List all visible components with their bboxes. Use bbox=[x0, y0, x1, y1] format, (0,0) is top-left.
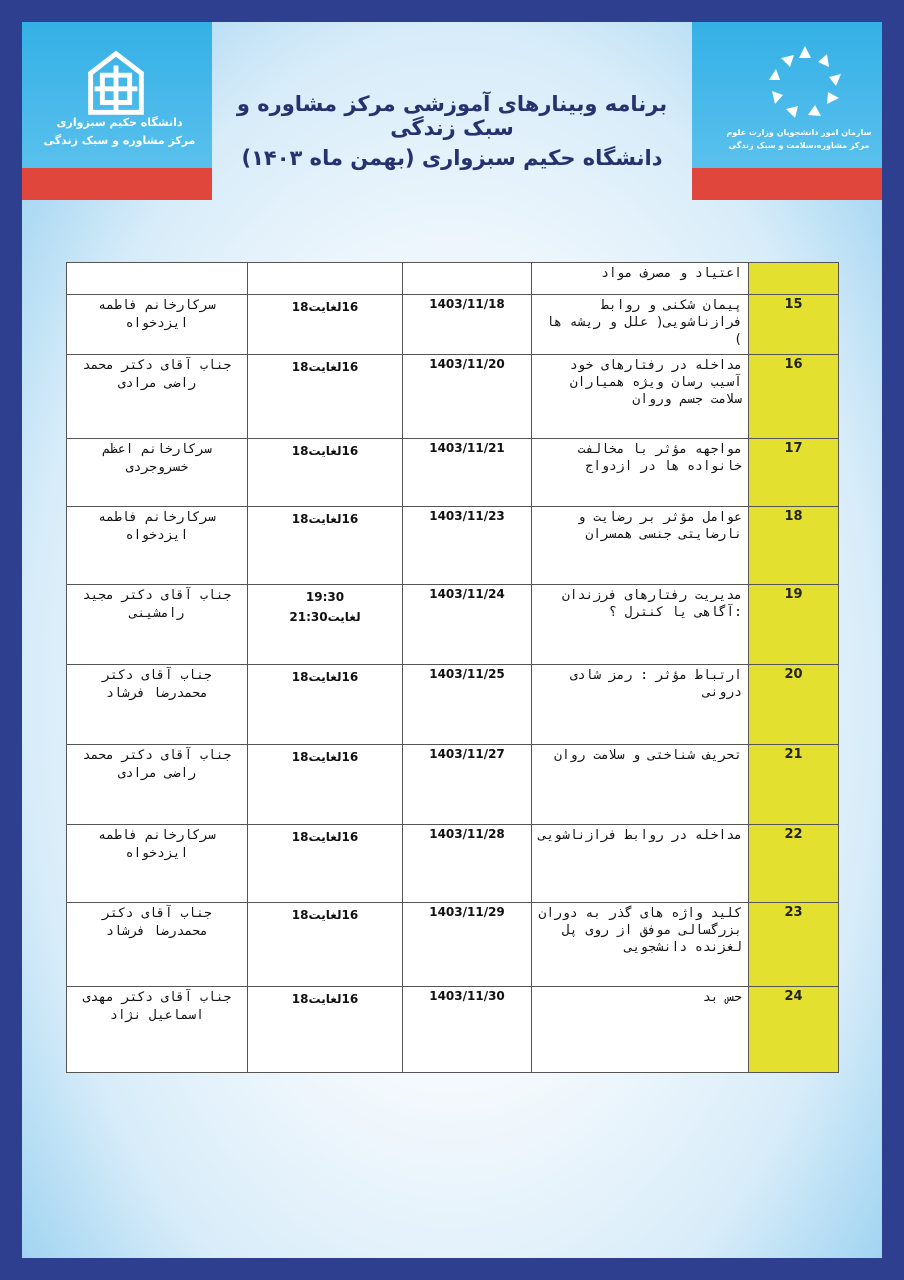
time-text: 16لغایت18 bbox=[291, 300, 359, 314]
time-cell bbox=[248, 439, 403, 507]
table-row bbox=[67, 295, 839, 355]
date-cell: 1403/11/21 bbox=[403, 439, 532, 507]
university-logo-caption bbox=[32, 114, 207, 150]
time-cell bbox=[248, 825, 403, 903]
table-row bbox=[67, 745, 839, 825]
topic-cell: کلید واژه های گذر به دوران بزرگسالی موفق از روی پل لغزنده دانشجویی bbox=[532, 903, 749, 987]
session-number-cell: 22 bbox=[749, 825, 839, 903]
left-red-strip bbox=[22, 168, 212, 200]
speaker-cell: سرکارخانم فاطمه ایزدخواه bbox=[67, 295, 248, 355]
university-name: دانشگاه حکیم سبزواری bbox=[56, 116, 183, 129]
session-number-cell: 17 bbox=[749, 439, 839, 507]
topic-cell: تحریف شناختی و سلامت روان bbox=[532, 745, 749, 825]
session-number-cell: 15 bbox=[749, 295, 839, 355]
session-number-cell: 23 bbox=[749, 903, 839, 987]
table-row bbox=[67, 903, 839, 987]
date-cell: 1403/11/27 bbox=[403, 745, 532, 825]
time-text: 16لغایت18 bbox=[291, 670, 359, 684]
time-text: 16لغایت18 bbox=[291, 992, 359, 1006]
table-row bbox=[67, 355, 839, 439]
speaker-cell: جناب آقای دکتر محمدرضا فرشاد bbox=[67, 903, 248, 987]
time-text: 16لغایت18 bbox=[291, 908, 359, 922]
speaker-cell: سرکارخانم فاطمه ایزدخواه bbox=[67, 825, 248, 903]
topic-cell: حس بد bbox=[532, 987, 749, 1073]
center-name: مرکز مشاوره و سبک زندگی bbox=[43, 134, 196, 147]
right-red-strip bbox=[692, 168, 882, 200]
table-row bbox=[67, 665, 839, 745]
time-text: 16لغایت18 bbox=[291, 444, 359, 458]
time-cell bbox=[248, 745, 403, 825]
organization-name: سازمان امور دانشجویان وزارت علوم bbox=[726, 128, 872, 137]
date-cell: 1403/11/28 bbox=[403, 825, 532, 903]
speaker-cell: جناب آقای دکتر مجید رامشینی bbox=[67, 585, 248, 665]
time-cell bbox=[248, 355, 403, 439]
time-text: لغایت21:30 bbox=[289, 610, 361, 624]
session-number-cell: 20 bbox=[749, 665, 839, 745]
page-title: برنامه وبینارهای آموزشی مرکز مشاوره و سبک زندگی bbox=[236, 92, 668, 140]
date-cell bbox=[403, 263, 532, 295]
table-row bbox=[67, 825, 839, 903]
topic-cell: ارتباط مؤثر : رمز شادی درونی bbox=[532, 665, 749, 745]
organization-center: مرکز مشاوره،سلامت و سبک زندگی bbox=[728, 141, 870, 150]
topic-cell: مدیریت رفتارهای فرزندان :آگاهی یا کنترل ؟ bbox=[532, 585, 749, 665]
time-cell bbox=[248, 987, 403, 1073]
speaker-cell: جناب آقای دکتر محمد راضی مرادی bbox=[67, 355, 248, 439]
page-subtitle: دانشگاه حکیم سبزواری (بهمن ماه ۱۴۰۳) bbox=[241, 146, 663, 170]
time-cell bbox=[248, 295, 403, 355]
speaker-cell: جناب آقای دکتر محمد راضی مرادی bbox=[67, 745, 248, 825]
date-cell: 1403/11/25 bbox=[403, 665, 532, 745]
date-cell: 1403/11/18 bbox=[403, 295, 532, 355]
table-row bbox=[67, 439, 839, 507]
session-number-cell: 24 bbox=[749, 987, 839, 1073]
topic-cell: پیمان شکنی و روابط فرازناشویی( علل و ریشه ها ) bbox=[532, 295, 749, 355]
topic-cell: مداخله در روابط فرازناشویی bbox=[532, 825, 749, 903]
university-logo-icon bbox=[77, 44, 155, 122]
student-affairs-logo-icon bbox=[763, 42, 847, 126]
speaker-cell: سرکارخانم اعظم خسروجردی bbox=[67, 439, 248, 507]
topic-cell: عوامل مؤثر بر رضایت و نارضایتی جنسی همسران bbox=[532, 507, 749, 585]
date-cell: 1403/11/20 bbox=[403, 355, 532, 439]
session-number-cell: 16 bbox=[749, 355, 839, 439]
date-cell: 1403/11/29 bbox=[403, 903, 532, 987]
session-number-cell: 18 bbox=[749, 507, 839, 585]
table-row bbox=[67, 263, 839, 295]
table-row bbox=[67, 507, 839, 585]
time-cell bbox=[248, 585, 403, 665]
student-affairs-logo-caption bbox=[724, 126, 874, 152]
table-row bbox=[67, 585, 839, 665]
table-row bbox=[67, 987, 839, 1073]
time-text: 16لغایت18 bbox=[291, 830, 359, 844]
session-number-cell bbox=[749, 263, 839, 295]
date-cell: 1403/11/23 bbox=[403, 507, 532, 585]
time-text: 16لغایت18 bbox=[291, 750, 359, 764]
speaker-cell: جناب آقای دکتر مهدی اسماعیل نژاد bbox=[67, 987, 248, 1073]
session-number-cell: 21 bbox=[749, 745, 839, 825]
time-text: 16لغایت18 bbox=[291, 360, 359, 374]
topic-cell: مداخله در رفتارهای خود آسیب رسان ویژه همیاران سلامت جسم وروان bbox=[532, 355, 749, 439]
time-cell bbox=[248, 263, 403, 295]
date-cell: 1403/11/24 bbox=[403, 585, 532, 665]
topic-cell: مواجهه مؤثر با مخالفت خانواده ها در ازدواج bbox=[532, 439, 749, 507]
webinar-schedule-table bbox=[66, 262, 839, 1073]
time-cell bbox=[248, 507, 403, 585]
poster bbox=[22, 22, 882, 1258]
speaker-cell: جناب آقای دکتر محمدرضا فرشاد bbox=[67, 665, 248, 745]
time-cell bbox=[248, 665, 403, 745]
speaker-cell bbox=[67, 263, 248, 295]
time-text: 19:30 bbox=[305, 590, 345, 604]
date-cell: 1403/11/30 bbox=[403, 987, 532, 1073]
speaker-cell: سرکارخانم فاطمه ایزدخواه bbox=[67, 507, 248, 585]
time-cell bbox=[248, 903, 403, 987]
topic-cell: اعتیاد و مصرف مواد bbox=[532, 263, 749, 295]
time-text: 16لغایت18 bbox=[291, 512, 359, 526]
session-number-cell: 19 bbox=[749, 585, 839, 665]
